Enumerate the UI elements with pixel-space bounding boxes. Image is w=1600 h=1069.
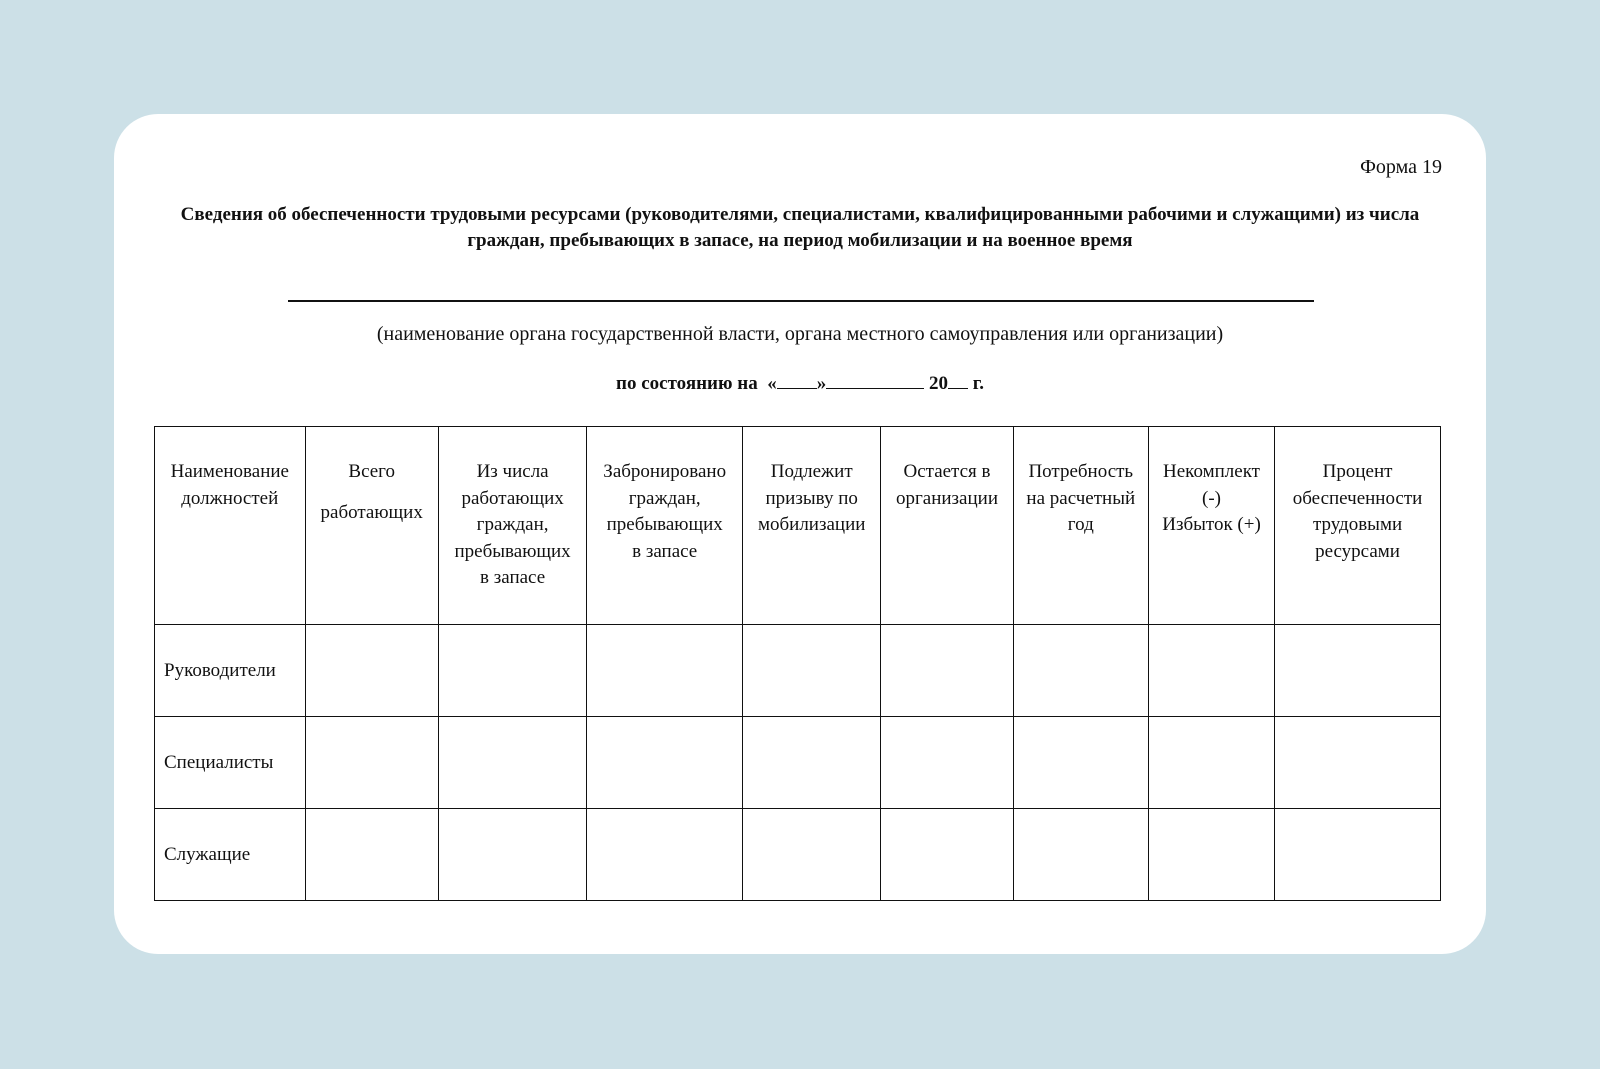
header-position-name xyxy=(155,427,306,625)
year-blank xyxy=(948,370,968,389)
header-text: Из числа работающих граждан, пребывающих в запасе xyxy=(454,461,571,588)
row-label-specialists: Специалисты xyxy=(155,717,306,809)
header-text: Процент обеспеченности трудовыми ресурсами xyxy=(1292,461,1423,562)
table-row xyxy=(155,717,1441,809)
as-of-date-line xyxy=(114,370,1486,395)
table-row xyxy=(155,809,1441,901)
table-cell xyxy=(1148,717,1274,809)
header-text: Наименование должностей xyxy=(170,461,289,509)
organization-fill-line xyxy=(288,300,1314,302)
header-text: Избыток (+) xyxy=(1162,514,1261,535)
table-cell xyxy=(438,625,587,717)
header-remains-in-organization xyxy=(881,427,1013,625)
header-text: Остается в организации xyxy=(895,461,998,509)
close-quote: » xyxy=(816,373,827,394)
table-cell xyxy=(1013,809,1148,901)
header-annual-need xyxy=(1013,427,1148,625)
header-shortage-surplus xyxy=(1148,427,1274,625)
as-of-prefix: по состоянию на xyxy=(616,373,758,394)
header-provision-percent xyxy=(1275,427,1441,625)
header-text: Потребность на расчетный год xyxy=(1026,461,1136,535)
year-prefix: 20 xyxy=(928,373,948,394)
table-cell xyxy=(438,809,587,901)
table-cell xyxy=(305,809,438,901)
header-employed-reservists xyxy=(438,427,587,625)
form-number: Форма 19 xyxy=(1360,156,1442,178)
table-header-row xyxy=(155,427,1441,625)
table-cell xyxy=(881,625,1013,717)
row-label-managers: Руководители xyxy=(155,625,306,717)
header-total-employed xyxy=(305,427,438,625)
header-text: работающих xyxy=(320,501,423,523)
table-cell xyxy=(881,809,1013,901)
row-label-employees: Служащие xyxy=(155,809,306,901)
document-title: Сведения об обеспеченности трудовыми ресурсами (руководителями, специалистами, квалифицированными рабочими и служащими) из числа граждан, пребывающих в запасе, на период мобилизации и на военное время xyxy=(180,204,1420,251)
table-cell xyxy=(1013,717,1148,809)
header-text: Некомплект (-) xyxy=(1163,461,1260,509)
table-cell xyxy=(305,625,438,717)
form-card xyxy=(114,114,1486,954)
organization-caption: (наименование органа государственной власти, органа местного самоуправления или организации) xyxy=(376,323,1224,345)
header-subject-to-mobilization xyxy=(743,427,881,625)
header-text: Подлежит призыву по мобилизации xyxy=(757,461,866,535)
table-cell xyxy=(743,809,881,901)
table-cell xyxy=(1013,625,1148,717)
table-cell xyxy=(1148,625,1274,717)
table-cell xyxy=(587,809,743,901)
header-text: Забронировано граждан, пребывающих в запасе xyxy=(603,461,727,562)
header-text: Всего xyxy=(348,461,395,482)
table-row xyxy=(155,625,1441,717)
table-cell xyxy=(1275,717,1441,809)
table-cell xyxy=(743,717,881,809)
table-cell xyxy=(438,717,587,809)
resources-table xyxy=(154,426,1441,901)
table-cell xyxy=(587,717,743,809)
day-blank xyxy=(777,370,817,389)
table-cell xyxy=(305,717,438,809)
table-cell xyxy=(587,625,743,717)
year-suffix: г. xyxy=(972,373,984,394)
table-cell xyxy=(1148,809,1274,901)
table-cell xyxy=(881,717,1013,809)
table-cell xyxy=(1275,625,1441,717)
table-cell xyxy=(743,625,881,717)
header-reserved-citizens xyxy=(587,427,743,625)
open-quote: « xyxy=(767,373,777,394)
month-blank xyxy=(826,370,924,389)
table-cell xyxy=(1275,809,1441,901)
